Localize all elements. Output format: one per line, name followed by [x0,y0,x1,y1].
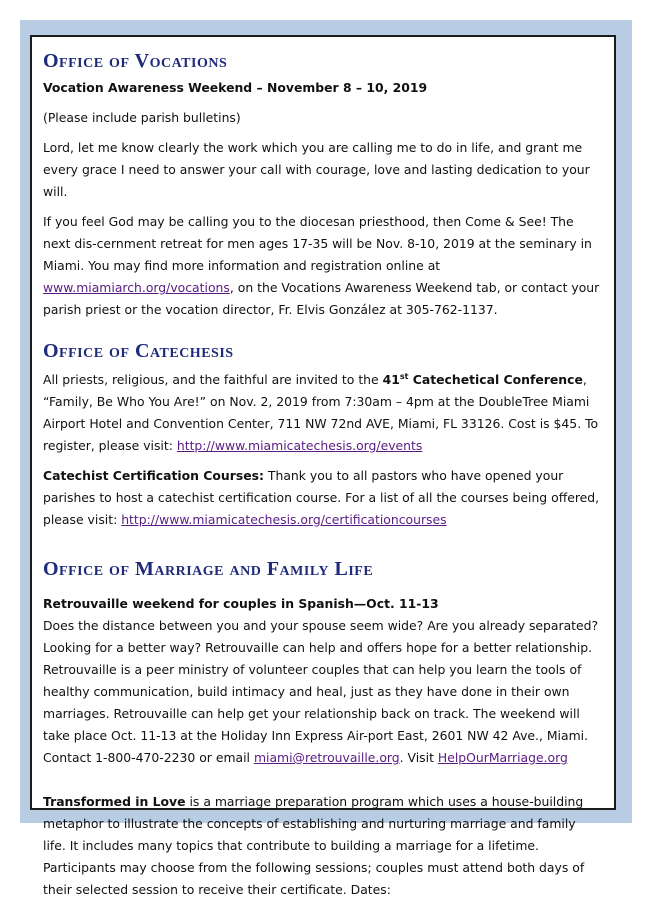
vocations-link[interactable]: www.miamiarch.org/vocations [43,280,230,295]
courses-heading: Catechist Certification Courses: [43,468,264,483]
transformed-text: is a marriage preparation program which uses a house-building metaphor to illustrate the concepts of establishing and nurturing marriage and family life. It includes many topics that contribute to building a marriage for a lifetime. Participants may choose from the following sessions; couples must attend both days of their selected session to receive their certificate. Dates: [43,794,585,897]
conference-number: 41 [382,372,400,387]
events-link[interactable]: http://www.miamicatechesis.org/events [176,438,423,453]
page-content [43,49,600,901]
courses-text: Thank you to all pastors who have opened your parishes to host a catechist certification course. For a list of all the courses being offered, please visit: [43,468,600,527]
conference-details: , “Family, Be Who You Are!” on Nov. 2, 2019 from 7:30am – 4pm at the DoubleTree Miami Airport Hotel and Convention Center, 711 NW 72nd AVE, Miami, FL 33126. Cost is $45. To register, please visit: [43,372,599,453]
courses-link[interactable]: http://www.miamicatechesis.org/certificationcourses [121,512,447,527]
helpourmarriage-link[interactable]: HelpOurMarriage.org [437,750,568,765]
vocations-prayer: Lord, let me know clearly the work which you are calling me to do in life, and grant me every grace I need to answer your call with courage, love and lasting dedication to your will. [43,140,590,199]
conference-ordinal: st [399,371,409,381]
vocations-title: Office of Vocations [43,50,228,72]
marriage-title: Office of Marriage and Family Life [43,558,374,580]
vocations-body-end: , on the Vocations Awareness Weekend tab, or contact your parish priest or the vocation director, Fr. Elvis González at 305-762-1137. [43,280,600,317]
vocations-body-text: If you feel God may be calling you to the diocesan priesthood, then Come & See! The next dis-cernment retreat for men ages 17-35 will be Nov. 8-10, 2019 at the seminary in Miami. You may find more information and registration online at [43,214,592,273]
visit-text: . Visit [399,750,438,765]
retrouvaille-email-link[interactable]: miami@retrouvaille.org [253,750,400,765]
vocations-body [43,211,600,321]
retrouvaille-heading: Retrouvaille weekend for couples in Spanish—Oct. 11-13 [43,596,439,611]
retrouvaille-body [43,615,600,769]
transformed-in-love [43,791,600,901]
catechesis-title: Office of Catechesis [43,340,234,362]
transformed-title: Transformed in Love [43,794,186,809]
vocations-note: (Please include parish bulletins) [43,110,241,125]
conference-intro: All priests, religious, and the faithful are invited to the [43,372,383,387]
catechesis-courses [43,465,600,531]
retrouvaille-text: Does the distance between you and your spouse seem wide? Are you already separated? Looking for a better way? Retrouvaille can help and offers hope for a better relationship. Retrouvaille is a peer ministry of volunteer couples that can help you learn the tools of healthy communication, build intimacy and heal, just as they have done in their own marriages. Retrouvaille can help get your relationship back on track. The weekend will take place Oct. 11-13 at the Holiday Inn Express Air-port East, 2601 NW 42 Ave., Miami. Contact 1-800-470-2230 or email [43,618,599,765]
bulletin-page [30,35,616,897]
catechesis-conference [43,369,600,457]
conference-name: Catechetical Conference [408,372,583,387]
vocations-subtitle: Vocation Awareness Weekend – November 8 – 10, 2019 [43,80,428,95]
